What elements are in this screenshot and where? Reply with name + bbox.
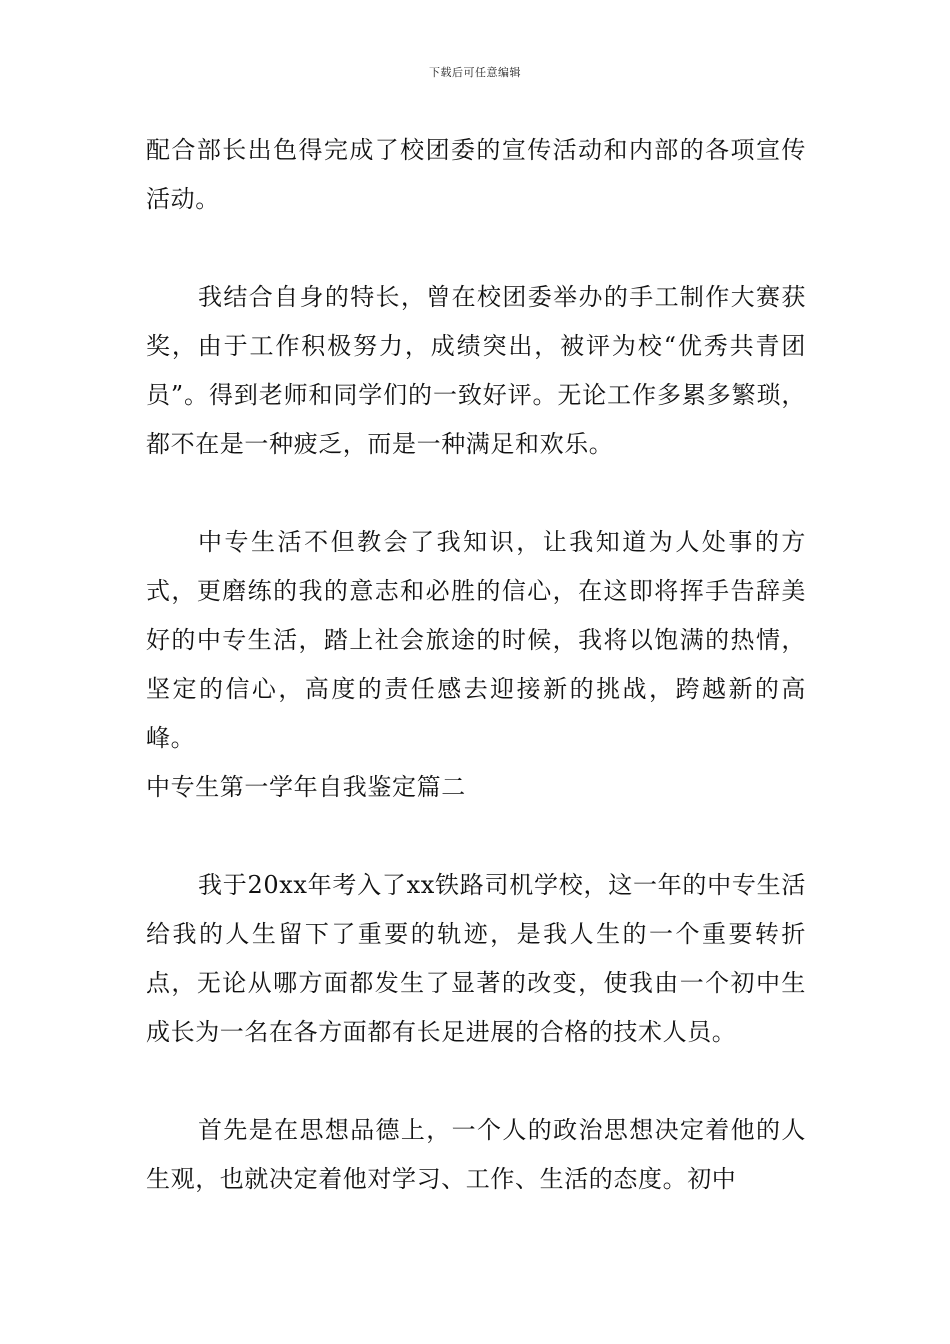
- paragraph-ideology: 首先是在思想品德上，一个人的政治思想决定着他的人生观，也就决定着他对学习、工作、生活的态度。初中: [146, 1116, 806, 1193]
- paragraph-intro: 我于20xx年考入了xx铁路司机学校，这一年的中专生活给我的人生留下了重要的轨迹，是我人生的一个重要转折点，无论从哪方面都发生了显著的改变，使我由一个初中生成长为一名在各方面都有长足进展的合格的技术人员。: [146, 871, 806, 1046]
- paragraph-gap: [146, 1057, 806, 1106]
- paragraph-continuation: 配合部长出色得完成了校团委的宣传活动和内部的各项宣传活动。: [146, 136, 806, 213]
- document-body: [146, 126, 806, 1204]
- paragraph-award: 我结合自身的特长，曾在校团委举办的手工制作大赛获奖，由于工作积极努力，成绩突出，被评为校“优秀共青团员”。得到老师和同学们的一致好评。无论工作多累多繁琐，都不在是一种疲乏，而是一种满足和欢乐。: [146, 283, 806, 458]
- page-header: 下载后可任意编辑: [429, 66, 521, 79]
- paragraph-conclusion: 中专生活不但教会了我知识，让我知道为人处事的方式，更磨练的我的意志和必胜的信心，在这即将挥手告辞美好的中专生活，踏上社会旅途的时候，我将以饱满的热情，坚定的信心，高度的责任感去迎接新的挑战，跨越新的高峰。: [146, 528, 806, 752]
- section-title: 中专生第一学年自我鉴定篇二: [146, 773, 466, 801]
- paragraph-gap: [146, 812, 806, 861]
- paragraph-gap: [146, 224, 806, 273]
- paragraph-gap: [146, 469, 806, 518]
